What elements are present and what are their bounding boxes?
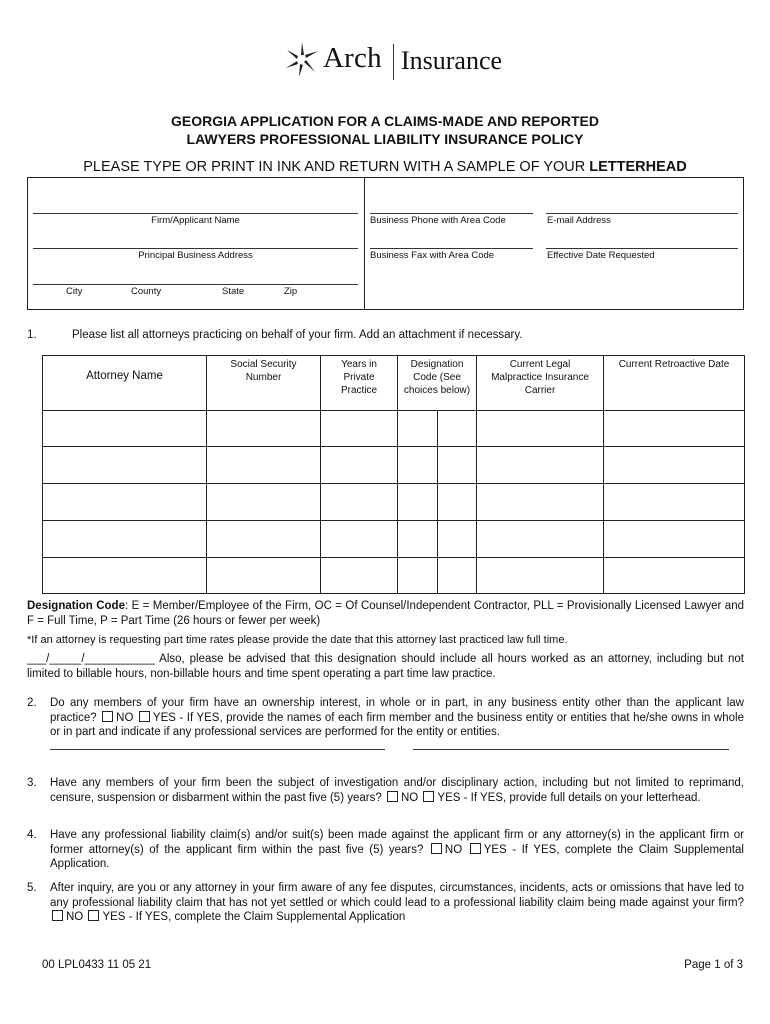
arch-insurance-logo — [285, 40, 515, 84]
page-number: Page 1 of 3 — [684, 959, 743, 971]
question-5 — [27, 881, 744, 925]
table-cell[interactable] — [398, 558, 438, 594]
arch-star-icon — [285, 42, 319, 78]
table-cell[interactable] — [321, 447, 398, 484]
header-carrier: Current Legal Malpractice Insurance Carrier — [491, 359, 589, 396]
table-cell[interactable] — [604, 521, 745, 558]
business-fax-field[interactable] — [370, 248, 533, 249]
table-cell[interactable] — [321, 521, 398, 558]
table-cell[interactable] — [477, 521, 604, 558]
q2-no-label: NO — [116, 711, 134, 724]
form-title-line2: LAWYERS PROFESSIONAL LIABILITY INSURANCE POLICY — [186, 131, 584, 147]
instruction-bold: LETTERHEAD — [589, 159, 687, 175]
instruction-text: PLEASE TYPE OR PRINT IN INK AND RETURN WITH A SAMPLE OF YOUR — [83, 159, 590, 175]
table-row — [43, 521, 745, 558]
table-cell[interactable] — [321, 558, 398, 594]
city-county-state-zip-field[interactable] — [33, 284, 358, 285]
zip-label: Zip — [284, 286, 298, 297]
q2-yes-checkbox[interactable] — [139, 711, 150, 722]
applicant-info-box — [27, 177, 744, 310]
part-time-date-field[interactable]: ___/_____/___________ — [27, 653, 155, 665]
table-row — [43, 411, 745, 447]
q4-number: 4. — [27, 829, 37, 841]
q3-text: Have any members of your firm been the subject of investigation and/or disciplinary action, including but not limited to reprimand, censure, suspension or disbarment within the past five (5) years? — [50, 777, 744, 804]
city-label: City — [66, 286, 83, 297]
q2-no-checkbox[interactable] — [102, 711, 113, 722]
county-label: County — [131, 286, 162, 297]
box-divider — [364, 178, 365, 309]
table-cell[interactable] — [477, 447, 604, 484]
q5-no-label: NO — [66, 911, 84, 923]
header-attorney-name: Attorney Name — [86, 370, 163, 382]
effective-date-field[interactable] — [546, 248, 738, 249]
table-cell[interactable] — [604, 484, 745, 521]
table-cell[interactable] — [207, 411, 321, 447]
table-row — [43, 558, 745, 594]
table-cell[interactable] — [207, 558, 321, 594]
table-cell[interactable] — [321, 484, 398, 521]
designation-code-text — [27, 599, 744, 628]
business-fax-label: Business Fax with Area Code — [370, 250, 495, 261]
q4-no-label: NO — [444, 843, 463, 856]
table-cell[interactable] — [43, 521, 207, 558]
firm-name-label: Firm/Applicant Name — [151, 215, 240, 226]
table-cell[interactable] — [207, 521, 321, 558]
q2-number: 2. — [27, 697, 37, 709]
q5-no-checkbox[interactable] — [52, 910, 63, 921]
q2-answer-field-1[interactable] — [50, 749, 385, 750]
q3-no-label: NO — [400, 791, 419, 804]
table-cell[interactable] — [437, 484, 477, 521]
q1-text: Please list all attorneys practicing on behalf of your firm. Add an attachment if necessary. — [72, 329, 523, 341]
business-phone-label: Business Phone with Area Code — [370, 215, 506, 226]
q3-yes-checkbox[interactable] — [423, 791, 434, 802]
table-cell[interactable] — [207, 447, 321, 484]
header-retro-date: Current Retroactive Date — [618, 359, 730, 370]
attorney-table — [42, 355, 745, 594]
q5-number: 5. — [27, 882, 37, 894]
part-time-date-text — [27, 652, 744, 681]
logo-brand: Arch — [323, 42, 382, 74]
table-cell[interactable] — [477, 411, 604, 447]
q5-yes-label: YES - If YES, complete the Claim Supplemental Application — [102, 911, 406, 923]
attorney-table-header — [43, 356, 745, 411]
table-cell[interactable] — [43, 447, 207, 484]
table-cell[interactable] — [398, 484, 438, 521]
table-cell[interactable] — [43, 484, 207, 521]
q3-no-checkbox[interactable] — [387, 791, 398, 802]
table-cell[interactable] — [477, 484, 604, 521]
table-cell[interactable] — [398, 521, 438, 558]
form-title-line1: GEORGIA APPLICATION FOR A CLAIMS-MADE AND REPORTED — [170, 113, 600, 129]
table-row — [43, 447, 745, 484]
logo-divider — [393, 44, 394, 80]
logo-product: Insurance — [401, 46, 503, 75]
table-cell[interactable] — [604, 447, 745, 484]
address-field[interactable] — [33, 248, 358, 249]
table-row — [43, 484, 745, 521]
q2-yes-label: YES - If YES, provide the names of each firm member and the business entity or entities that he/she owns in whole or in part and indicate if any professional services are performed for the entity or entities. — [50, 711, 744, 738]
q4-no-checkbox[interactable] — [431, 843, 442, 854]
q2-answer-field-2[interactable] — [413, 749, 729, 750]
q1-number: 1. — [27, 329, 37, 341]
q3-yes-label: YES - If YES, provide full details on your letterhead. — [437, 791, 701, 804]
table-cell[interactable] — [321, 411, 398, 447]
q4-yes-label: YES - If YES, complete the Claim Supplemental Application. — [50, 843, 744, 870]
q2-text: Do any members of your firm have an ownership interest, in whole or in part, in any business entity other than the applicant law practice? — [50, 697, 744, 724]
part-time-note: *If an attorney is requesting part time rates please provide the date that this attorney last practiced law full time. — [27, 634, 568, 646]
header-ssn: Social Security Number — [230, 359, 297, 383]
table-cell[interactable] — [207, 484, 321, 521]
email-field[interactable] — [546, 213, 738, 214]
table-cell[interactable] — [43, 411, 207, 447]
header-designation: Designation Code (See choices below) — [403, 359, 471, 396]
q3-number: 3. — [27, 777, 37, 789]
firm-name-field[interactable] — [33, 213, 358, 214]
question-4 — [27, 828, 744, 872]
state-label: State — [222, 286, 245, 297]
question-3 — [27, 776, 744, 805]
email-label: E-mail Address — [547, 215, 611, 226]
table-cell[interactable] — [398, 411, 438, 447]
table-cell[interactable] — [437, 558, 477, 594]
table-cell[interactable] — [437, 447, 477, 484]
address-label: Principal Business Address — [138, 250, 253, 261]
q5-yes-checkbox[interactable] — [88, 910, 99, 921]
business-phone-field[interactable] — [370, 213, 533, 214]
table-cell[interactable] — [398, 447, 438, 484]
effective-date-label: Effective Date Requested — [547, 250, 655, 261]
table-cell[interactable] — [604, 558, 745, 594]
q5-text: After inquiry, are you or any attorney in your firm aware of any fee disputes, circumstances, incidents, acts or omissions that have led to any professional liability claim that has not yet settled or which could lead to a professional liability claim being made against your firm? — [50, 882, 744, 909]
table-cell[interactable] — [477, 558, 604, 594]
form-code: 00 LPL0433 11 05 21 — [42, 959, 152, 971]
question-2 — [27, 696, 744, 740]
designation-label: Designation Code — [27, 600, 125, 612]
part-time-date-note: Also, please be advised that this designation should include all hours worked as an attorney, including but not limited to billable hours, non-billable hours and time spent operating a part time law practice. — [27, 653, 744, 680]
table-cell[interactable] — [437, 411, 477, 447]
q4-yes-checkbox[interactable] — [470, 843, 481, 854]
q4-text: Have any professional liability claim(s) and/or suit(s) been made against the applicant firm or any attorney(s) in the applicant firm or former attorney(s) of the applicant firm within the past five (5) years? — [50, 829, 744, 856]
table-cell[interactable] — [437, 521, 477, 558]
header-years: Years in Private Practice — [340, 359, 378, 396]
instruction — [0, 159, 770, 175]
table-cell[interactable] — [604, 411, 745, 447]
designation-description: : E = Member/Employee of the Firm, OC = Of Counsel/Independent Contractor, PLL = Provisionally Licensed Lawyer and F = Full Time, P = Part Time (26 hours or fewer per week) — [27, 600, 744, 627]
table-cell[interactable] — [43, 558, 207, 594]
